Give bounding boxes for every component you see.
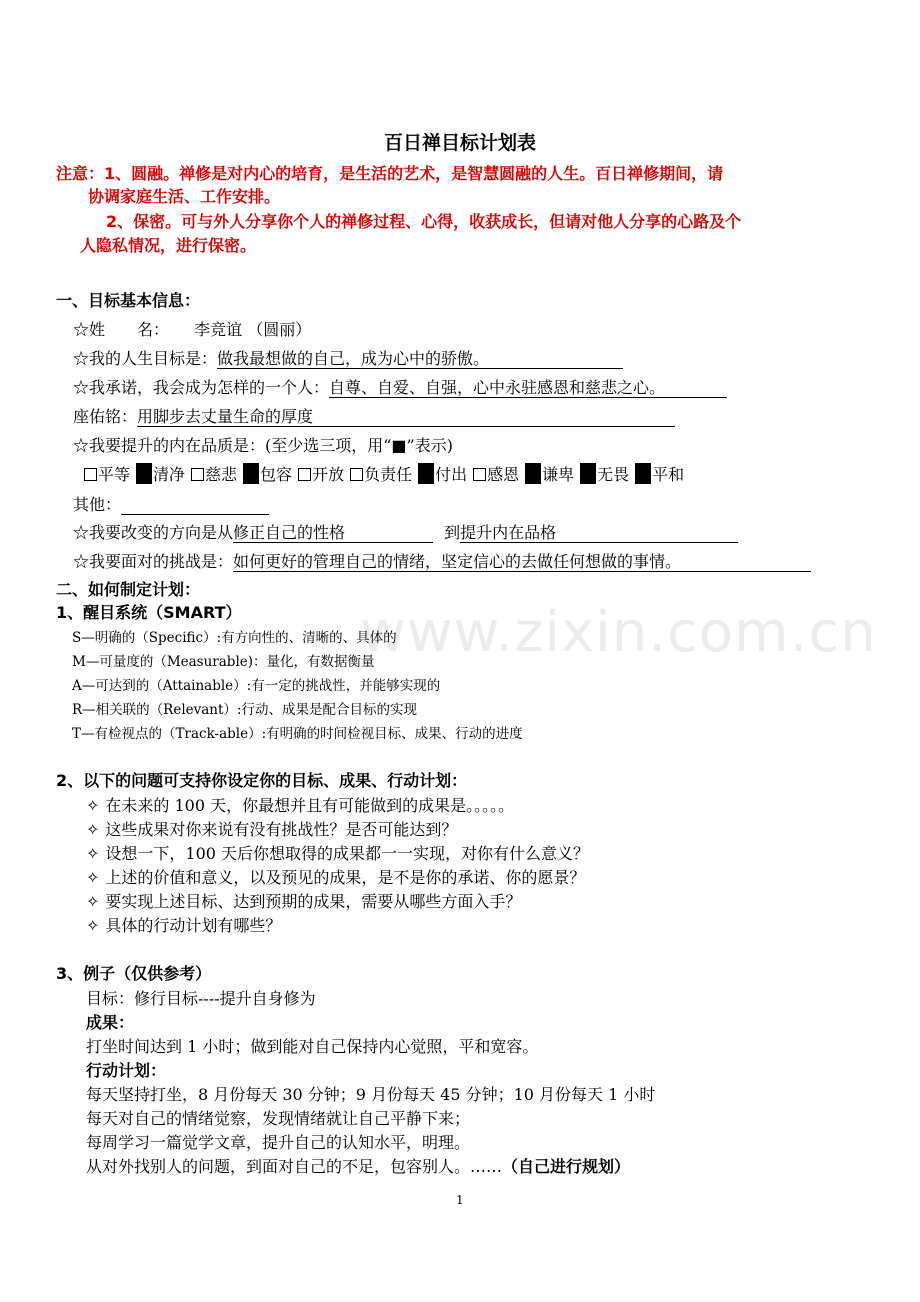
quality-label: ☆我要提升的内在品质是：(至少选三项，用“■”表示)	[73, 436, 453, 455]
life-goal-label: ☆我的人生目标是：	[73, 349, 218, 368]
checked-box-icon[interactable]	[580, 463, 596, 484]
quality-option-label: 清净	[153, 465, 186, 484]
result-text: 打坐时间达到 1 小时；做到能对自己保持内心觉照，平和宽容。	[86, 1037, 539, 1056]
example-heading: 3、例子（仅供参考）	[56, 964, 212, 983]
question-item: ✧ 上述的价值和意义，以及预见的成果，是不是你的承诺、你的愿景？	[86, 868, 586, 887]
section1-heading: 一、目标基本信息：	[56, 291, 201, 310]
quality-option[interactable]	[350, 465, 412, 484]
quality-option[interactable]	[84, 465, 130, 484]
other-row	[73, 492, 269, 515]
question-item: ✧ 要实现上述目标、达到预期的成果，需要从哪些方面入手？	[86, 892, 522, 911]
questions-heading: 2、以下的问题可支持你设定你的目标、成果、行动计划：	[56, 771, 468, 790]
notice-line-2: 协调家庭生活、工作安排。	[88, 187, 281, 206]
section2-heading: 二、如何制定计划：	[56, 580, 201, 599]
page-number: 1	[456, 1193, 464, 1207]
checked-box-icon[interactable]	[418, 463, 434, 484]
unchecked-box-icon[interactable]	[84, 468, 97, 481]
result-label: 成果：	[86, 1013, 135, 1032]
question-item: ✧ 具体的行动计划有哪些？	[86, 916, 282, 935]
star-bullet-icon: ✧	[86, 820, 100, 839]
quality-option-label: 平和	[652, 465, 685, 484]
direction-label: ☆我要改变的方向是从	[73, 523, 234, 542]
name-label: ☆姓 名：	[73, 320, 170, 339]
quality-option-label: 负责任	[364, 465, 413, 484]
smart-item: R—相关联的（Relevant）:行动、成果是配合目标的实现	[72, 702, 417, 718]
plan-item: 每天坚持打坐，8 月份每天 30 分钟；9 月份每天 45 分钟；10 月份每天 1 小时	[86, 1085, 656, 1104]
direction-to: 提升内在品格	[460, 524, 738, 543]
motto-label: 座佑铭：	[73, 407, 138, 426]
life-goal-row	[73, 346, 623, 369]
star-bullet-icon: ✧	[86, 844, 100, 863]
quality-option-label: 慈悲	[205, 465, 238, 484]
page-title: 百日禅目标计划表	[383, 132, 536, 154]
quality-option[interactable]	[136, 465, 185, 484]
name-row	[73, 317, 311, 340]
quality-option[interactable]	[243, 465, 292, 484]
quality-option-label: 付出	[435, 465, 468, 484]
plan-label: 行动计划：	[86, 1061, 167, 1080]
star-bullet-icon: ✧	[86, 868, 100, 887]
quality-option[interactable]	[191, 465, 237, 484]
unchecked-box-icon[interactable]	[350, 468, 363, 481]
checked-box-icon[interactable]	[525, 463, 541, 484]
direction-from: 修正自己的性格	[233, 524, 433, 543]
quality-option-label: 平等	[98, 465, 131, 484]
challenge-value: 如何更好的管理自己的情绪，坚定信心的去做任何想做的事情。	[233, 553, 811, 572]
quality-option-label: 无畏	[597, 465, 630, 484]
question-item: ✧ 这些成果对你来说有没有挑战性？是否可能达到？	[86, 820, 458, 839]
promise-value: 自尊、自爱、自强，心中永驻感恩和慈悲之心。	[329, 379, 727, 398]
quality-options	[84, 462, 690, 485]
question-item: ✧ 在未来的 100 天，你最想并且有可能做到的成果是。。。。。	[86, 796, 515, 815]
checked-box-icon[interactable]	[635, 463, 651, 484]
other-blank[interactable]	[121, 498, 269, 515]
smart-heading: 1、醒目系统（SMART）	[56, 603, 242, 622]
direction-to-word: 到	[444, 523, 461, 542]
quality-option-label: 谦卑	[542, 465, 575, 484]
other-label: 其他：	[73, 495, 122, 514]
unchecked-box-icon[interactable]	[298, 468, 311, 481]
plan-item-last: 从对外找别人的问题，到面对自己的不足，包容别人。……（自己进行规划）	[86, 1157, 631, 1176]
watermark: www.zixin.com.cn	[360, 600, 877, 665]
quality-option-label: 感恩	[487, 465, 520, 484]
unchecked-box-icon[interactable]	[473, 468, 486, 481]
smart-item: A—可达到的（Attainable）:有一定的挑战性，并能够实现的	[72, 678, 441, 694]
promise-row	[73, 375, 727, 398]
star-bullet-icon: ✧	[86, 892, 100, 911]
quality-option[interactable]	[418, 465, 467, 484]
notice-line-1: 注意：1、圆融。禅修是对内心的培育，是生活的艺术，是智慧圆融的人生。百日禅修期间，请	[56, 164, 724, 183]
notice-line-3: 2、保密。可与外人分享你个人的禅修过程、心得，收获成长，但请对他人分享的心路及个	[106, 212, 742, 231]
quality-option[interactable]	[473, 465, 519, 484]
motto-row	[73, 404, 675, 427]
star-bullet-icon: ✧	[86, 916, 100, 935]
quality-option-label: 开放	[312, 465, 345, 484]
example-goal: 目标：修行目标----提升自身修为	[86, 989, 316, 1008]
smart-item: M—可量度的（Measurable)：量化，有数据衡量	[72, 654, 375, 670]
direction-row	[73, 520, 738, 543]
unchecked-box-icon[interactable]	[191, 468, 204, 481]
checked-box-icon[interactable]	[136, 463, 152, 484]
checked-box-icon[interactable]	[243, 463, 259, 484]
life-goal-value: 做我最想做的自己，成为心中的骄傲。	[217, 350, 623, 369]
plan-self-note: （自己进行规划）	[502, 1157, 631, 1176]
smart-item: T—有检视点的（Track-able）:有明确的时间检视目标、成果、行动的进度	[72, 726, 523, 742]
quality-option-label: 包容	[260, 465, 293, 484]
question-item: ✧ 设想一下，100 天后你想取得的成果都一一实现，对你有什么意义？	[86, 844, 590, 863]
motto-value: 用脚步去丈量生命的厚度	[137, 408, 675, 427]
name-value: 李竞谊 （圆丽）	[194, 320, 312, 339]
challenge-label: ☆我要面对的挑战是：	[73, 552, 234, 571]
quality-option[interactable]	[298, 465, 344, 484]
quality-option[interactable]	[635, 465, 684, 484]
plan-item: 每周学习一篇觉学文章，提升自己的认知水平，明理。	[86, 1133, 471, 1152]
promise-label: ☆我承诺，我会成为怎样的一个人：	[73, 378, 330, 397]
plan-item: 每天对自己的情绪觉察，发现情绪就让自己平静下来；	[86, 1109, 471, 1128]
quality-option[interactable]	[580, 465, 629, 484]
quality-option[interactable]	[525, 465, 574, 484]
challenge-row	[73, 549, 811, 572]
star-bullet-icon: ✧	[86, 796, 100, 815]
notice-line-4: 人隐私情况，进行保密。	[80, 236, 257, 255]
smart-item: S—明确的（Specific）:有方向性的、清晰的、具体的	[72, 630, 397, 646]
